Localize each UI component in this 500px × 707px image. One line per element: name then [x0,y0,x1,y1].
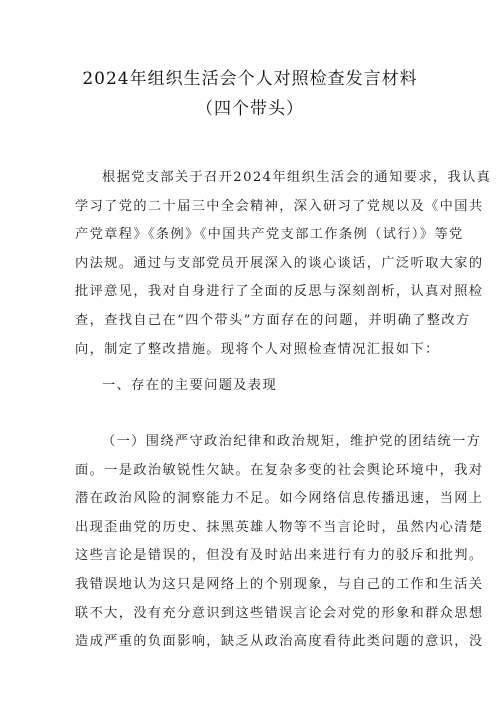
section-line: 这些言论是错误的，但没有及时站出来进行有力的驳斥和批判。 [75,548,484,564]
section-line: 我错误地认为这只是网络上的个别现象，与自己的工作和生活关 [75,576,484,592]
intro-line: 内法规。通过与支部党员开展深入的谈心谈话，广泛听取大家的 [75,255,484,271]
section-paragraph [75,428,484,657]
document-subtitle: （四个带头） [196,99,304,119]
section-line: 联不大，没有充分意识到这些错误言论会对党的形象和群众思想 [75,605,484,621]
section-line: 潜在政治风险的洞察能力不足。如今网络信息传播迅速，当网上 [75,491,484,507]
intro-paragraph [75,164,492,364]
intro-line: 查，查找自己在“四个带头”方面存在的问题，并明确了整改方 [75,312,471,328]
intro-line: 批评意见，我对自身进行了全面的反思与深刻剖析，认真对照检 [75,284,484,300]
section-line: 面。一是政治敏锐性欠缺。在复杂多变的社会舆论环境中，我对 [75,462,484,478]
intro-line: 根据党支部关于召开2024年组织生活会的通知要求，我认真 [102,170,492,185]
section-heading: 一、存在的主要问题及表现 [102,378,278,393]
intro-line: 向，制定了整改措施。现将个人对照检查情况汇报如下： [75,341,440,357]
section-line: 造成严重的负面影响，缺乏从政治高度看待此类问题的意识，没 [75,634,484,650]
intro-line: 学习了党的二十届三中全会精神，深入研习了党规以及《中国共 [75,198,484,214]
section-line: 出现歪曲党的历史、抹黑英雄人物等不当言论时，虽然内心清楚 [75,519,484,535]
document-title: 2024年组织生活会个人对照检查发言材料 [82,69,418,89]
section-line: （一）围绕严守政治纪律和政治规矩，维护党的团结统一方 [102,434,482,449]
intro-line: 产党章程》《条例》《中国共产党支部工作条例（试行）》等党 [75,227,464,243]
